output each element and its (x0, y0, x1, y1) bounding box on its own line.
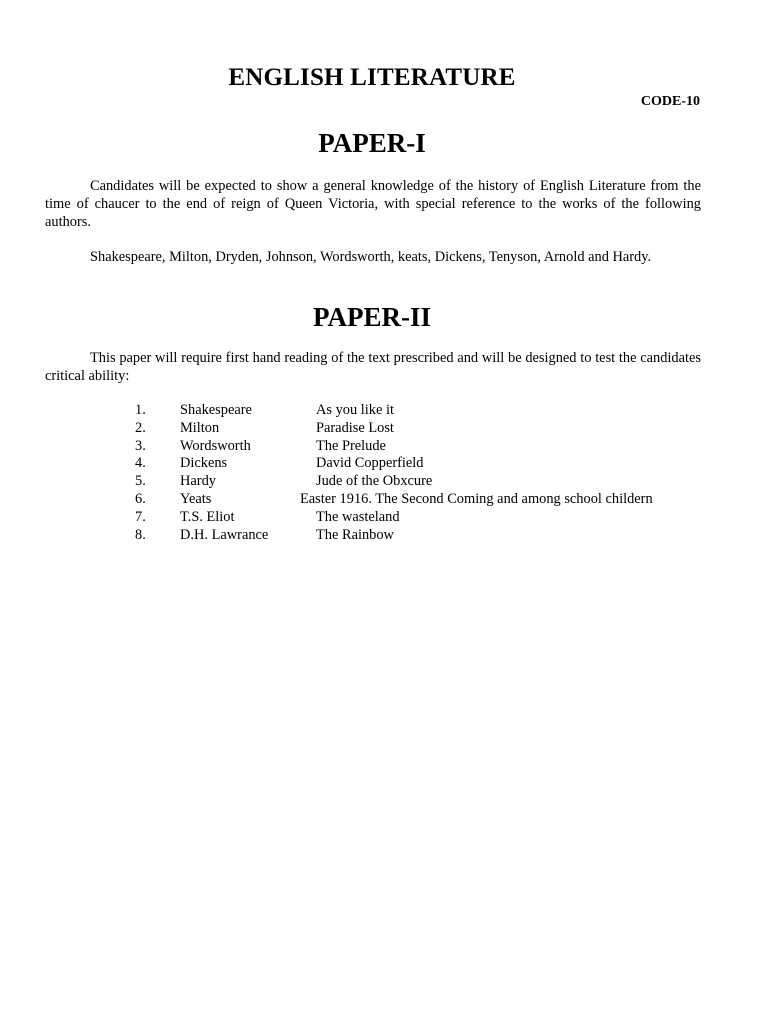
list-item-work: Easter 1916. The Second Coming and among school childern (300, 490, 653, 507)
list-item (0, 509, 744, 527)
paper-1-paragraph (45, 177, 701, 231)
paper-2-paragraph-text: This paper will require first hand reading of the text prescribed and will be designed to test the candidates critical ability: (45, 350, 701, 384)
list-item-author: T.S. Eliot (180, 508, 235, 525)
list-item-author: Hardy (180, 473, 216, 490)
list-item-number: 1. (135, 402, 146, 418)
list-item-work: Jude of the Obxcure (316, 473, 433, 490)
list-item (0, 491, 744, 509)
list-item-number: 5. (135, 473, 146, 490)
paper-1-authors (45, 248, 701, 266)
subject-code: CODE-10 (640, 94, 700, 109)
list-item (0, 438, 744, 456)
list-item-number: 2. (135, 419, 146, 436)
list-item-number: 8. (135, 526, 146, 543)
list-item (0, 473, 744, 491)
prescribed-texts-list (0, 402, 744, 544)
list-item-number: 4. (135, 455, 146, 472)
list-item-number: 6. (135, 490, 146, 507)
list-item-number: 3. (135, 437, 146, 454)
list-item-author: Wordsworth (180, 437, 251, 454)
list-item (0, 527, 744, 545)
list-item-work: The wasteland (316, 508, 400, 525)
paper-1-authors-text: Shakespeare, Milton, Dryden, Johnson, Wordsworth, keats, Dickens, Tenyson, Arnold and Hardy. (90, 249, 652, 265)
list-item-work: David Copperfield (316, 455, 424, 472)
list-item-work: As you like it (316, 402, 394, 418)
paper-1-heading: PAPER-I (318, 128, 426, 158)
paper-2-paragraph (45, 349, 701, 385)
list-item-author: Milton (180, 419, 220, 436)
list-item (0, 420, 744, 438)
paper-2-heading: PAPER-II (313, 302, 431, 332)
list-item-author: D.H. Lawrance (180, 526, 269, 543)
document-title: ENGLISH LITERATURE (228, 64, 516, 91)
list-item-author: Dickens (180, 455, 228, 472)
list-item (0, 455, 744, 473)
list-item-author: Shakespeare (180, 402, 252, 418)
list-item-work: Paradise Lost (316, 419, 394, 436)
list-item-work: The Prelude (316, 437, 386, 454)
list-item-author: Yeats (180, 490, 212, 507)
list-item-number: 7. (135, 508, 146, 525)
list-item-work: The Rainbow (316, 526, 394, 543)
paper-1-paragraph-text: Candidates will be expected to show a general knowledge of the history of English Literature from the time of chaucer to the end of reign of Queen Victoria, with special reference to the works of the following authors. (45, 178, 701, 230)
list-item (0, 402, 744, 420)
